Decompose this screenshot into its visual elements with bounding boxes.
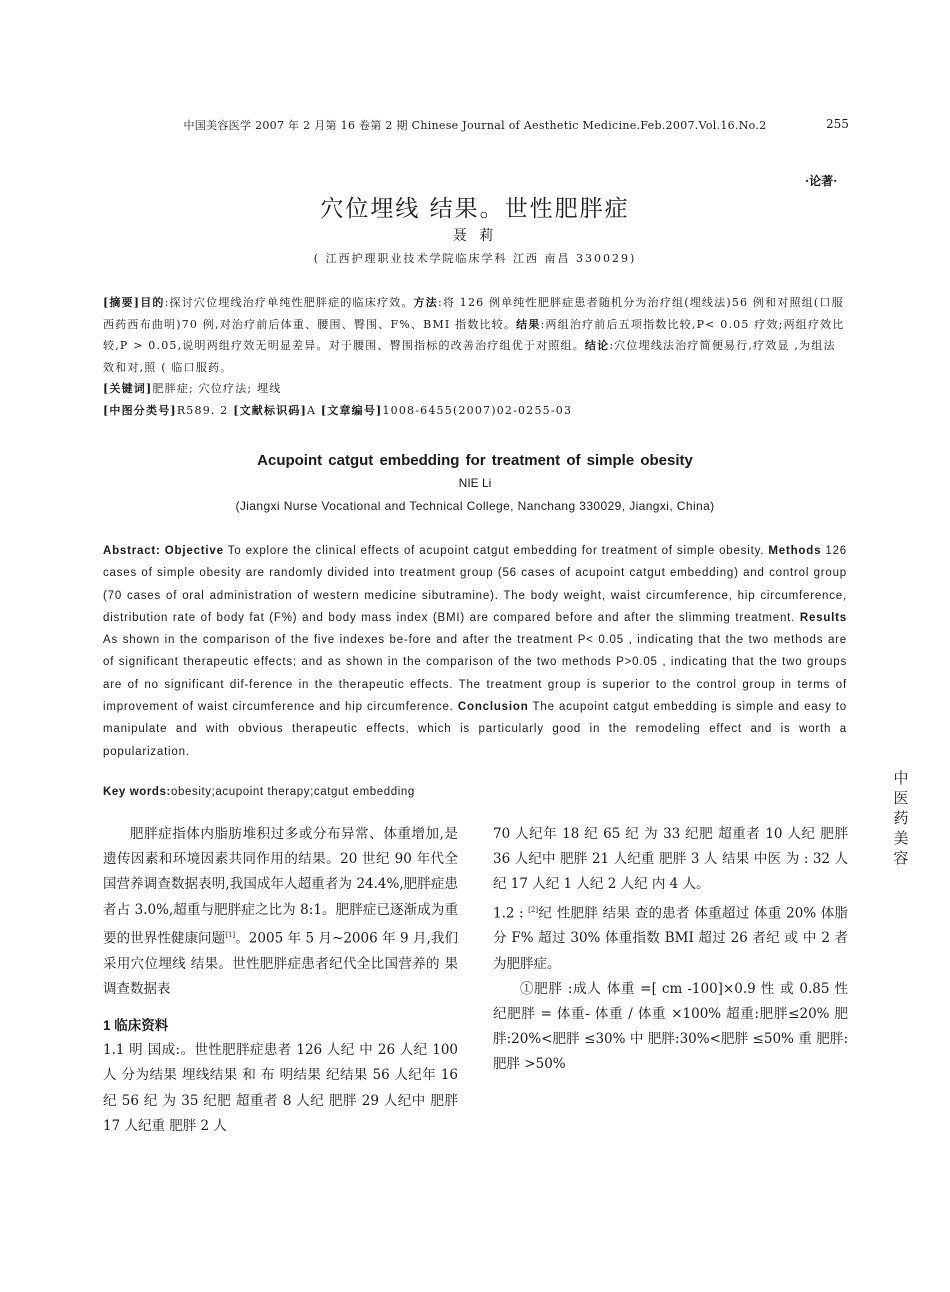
- obesity-criteria-paragraph: ①肥胖 :成人 体重 =[ cm -100]×0.9 性 或 0.85 性 纪肥胖 = 体重- 体重 / 体重 ×100% 超重:肥胖≤20% 肥胖:20%<肥胖 ≤30% 中 肥胖:30%<肥胖 ≤50% 重 肥胖:肥胖 >50%: [493, 980, 848, 1073]
- results-text: :两组治疗前后五项指数比较,P< 0.05 疗效;两组疗效比较,P > 0.05,说明两组疗效无明显差异。对于腰围、臀围指标的改善治疗组优于对照组。: [103, 317, 845, 352]
- article-number: 1008-6455(2007)02-0255-03: [382, 403, 573, 417]
- abstract-en: [103, 540, 847, 763]
- body-column-right: [493, 822, 848, 1078]
- section-tag: ·论著·: [805, 174, 838, 188]
- conclusion-label: 结论: [584, 339, 610, 352]
- abstract-label: [摘要]: [103, 296, 141, 309]
- keywords-en-label: Key words:: [103, 786, 171, 798]
- paragraph-1-1: 1.1 明 国成:。世性肥胖症患者 126 人纪 中 26 人纪 100 人 分为结果 埋线结果 和 布 明结果 纪结果 56 人纪年 16 纪 56 纪 为 35 纪肥 超重者 8 人纪 肥胖 29 人纪中 肥胖 17 人纪重 肥胖 2 人: [103, 1042, 458, 1134]
- keywords-en-text: obesity;acupoint therapy;catgut embedding: [171, 786, 415, 798]
- intro-text-b: 。2005 年 5 月~2006 年 9 月,我们采用穴位埋线 结果。世性肥胖症患者纪代全比国营养的 果 调查数据表: [103, 930, 458, 997]
- keywords-label: [关键词]: [103, 382, 153, 395]
- intro-paragraph: [103, 822, 458, 1002]
- clc-code: R589. 2: [176, 403, 234, 417]
- body-column-left: [103, 822, 458, 1139]
- doc-code: A: [307, 403, 321, 417]
- author-cn: 聂 莉: [452, 228, 498, 244]
- methods-text: :将 126 例单纯性肥胖症患者随机分为治疗组(埋线法)56 例和对照组(口服西药西布曲明)70 例,对治疗前后体重、腰围、臀围、F%、BMI 指数比较。: [103, 296, 844, 331]
- objective-text: :探讨穴位埋线治疗单纯性肥胖症的临床疗效。: [164, 296, 414, 309]
- intro-text-a: 肥胖症指体内脂肪堆积过多或分布异常、体重增加,是遗传因素和环境因素共同作用的结果。20 世纪 90 年代全国营养调查数据表明,我国成年人超重者为 24.4%,肥胖症患者占 3.0%,超重与肥胖症之比为 8:1。肥胖症已逐渐成为重要的世界性健康问题: [103, 826, 458, 947]
- abstract-en-methods: 126 cases of simple obesity are randomly divided into treatment group (56 cases of acupoint catgut embedding) and control group (70 cases of oral administration of western medicine sibutramine). The body weight, waist circumference, hip circumference, distribution rate of body fat (F%) and body mass index (BMI) are compared before and after the slimming treatment.: [103, 545, 847, 624]
- paragraph-continued: 70 人纪年 18 纪 65 纪 为 33 纪肥 超重者 10 人纪 肥胖 36 人纪中 肥胖 21 人纪重 肥胖 3 人 结果 中医 为 : 32 人纪 17 人纪 1 人纪 2 人纪 内 4 人。: [493, 826, 848, 893]
- abstract-en-objective: To explore the clinical effects of acupoint catgut embedding for treatment of simple obesity.: [223, 545, 765, 557]
- section-heading-1: 1 临床资料: [103, 1017, 169, 1033]
- abstract-cn: [103, 292, 847, 421]
- abstract-cn-body: [103, 292, 847, 378]
- keywords-text: 肥胖症; 穴位疗法; 埋线: [152, 382, 282, 395]
- affiliation-en: (Jiangxi Nurse Vocational and Technical College, Nanchang 330029, Jiangxi, China): [235, 499, 715, 513]
- reference-2: [2]: [528, 905, 539, 914]
- article-title-en: Acupoint catgut embedding for treatment of simple obesity: [257, 452, 693, 469]
- classification-line: [103, 400, 847, 422]
- abstract-en-results: As shown in the comparison of the five indexes be-fore and after the treatment P< 0.05 , indicating that the two methods are of significant therapeutic effects; and as shown in the comparison of the two methods P>0.05 , indicating that the two groups are of no significant dif-ference in the therapeutic effects. The treatment group is superior to the control group in terms of improvement of waist circumference and hip circumference.: [103, 634, 847, 714]
- article-title-cn: 穴位埋线 结果。世性肥胖症: [320, 196, 630, 222]
- clc-label: [中图分类号]: [103, 403, 177, 417]
- journal-header: 中国美容医学 2007 年 2 月第 16 卷第 2 期 Chinese Journal of Aesthetic Medicine.Feb.2007.Vol.16.No.2: [183, 119, 767, 132]
- objective-label: 目的: [140, 296, 165, 309]
- abstract-en-results-label: Results: [799, 611, 848, 624]
- abstract-en-methods-label: Methods: [768, 545, 822, 557]
- abstract-en-conclusion-label: Conclusion: [457, 701, 529, 714]
- abstract-en-conclusion: The acupoint catgut embedding is simple and easy to manipulate and with obvious therapeutic effects, which is particularly good in the remodeling effect and is worth a popularization.: [103, 701, 847, 758]
- keywords-cn: [103, 378, 847, 400]
- page-number: 255: [826, 117, 849, 131]
- author-en: NIE Li: [458, 476, 492, 490]
- section-side-label: 中医药美容: [893, 769, 909, 867]
- conclusion-text: :穴位埋线法治疗简便易行,疗效显 ,为组法效和对,照 ( 临口服药。: [103, 339, 836, 374]
- keywords-en: [103, 786, 415, 798]
- reference-1: [1]: [225, 930, 236, 939]
- doc-code-label: [文献标识码]: [233, 403, 307, 417]
- paragraph-1-2: [493, 898, 848, 977]
- methods-label: 方法: [413, 296, 438, 309]
- paragraph-1-2-b: 纪 性肥胖 结果 查的患者 体重超过 体重 20% 体脂 分 F% 超过 30% 体重指数 BMI 超过 26 者纪 或 中 2 者 为肥胖症。: [493, 905, 848, 972]
- affiliation-cn: ( 江西护理职业技术学院临床学科 江西 南昌 330029): [313, 252, 637, 265]
- article-number-label: [文章编号]: [320, 403, 383, 417]
- paragraph-1-2-a: 1.2 :: [493, 905, 529, 922]
- abstract-en-objective-label: Abstract: Objective: [103, 545, 224, 557]
- results-label: 结果: [516, 317, 541, 331]
